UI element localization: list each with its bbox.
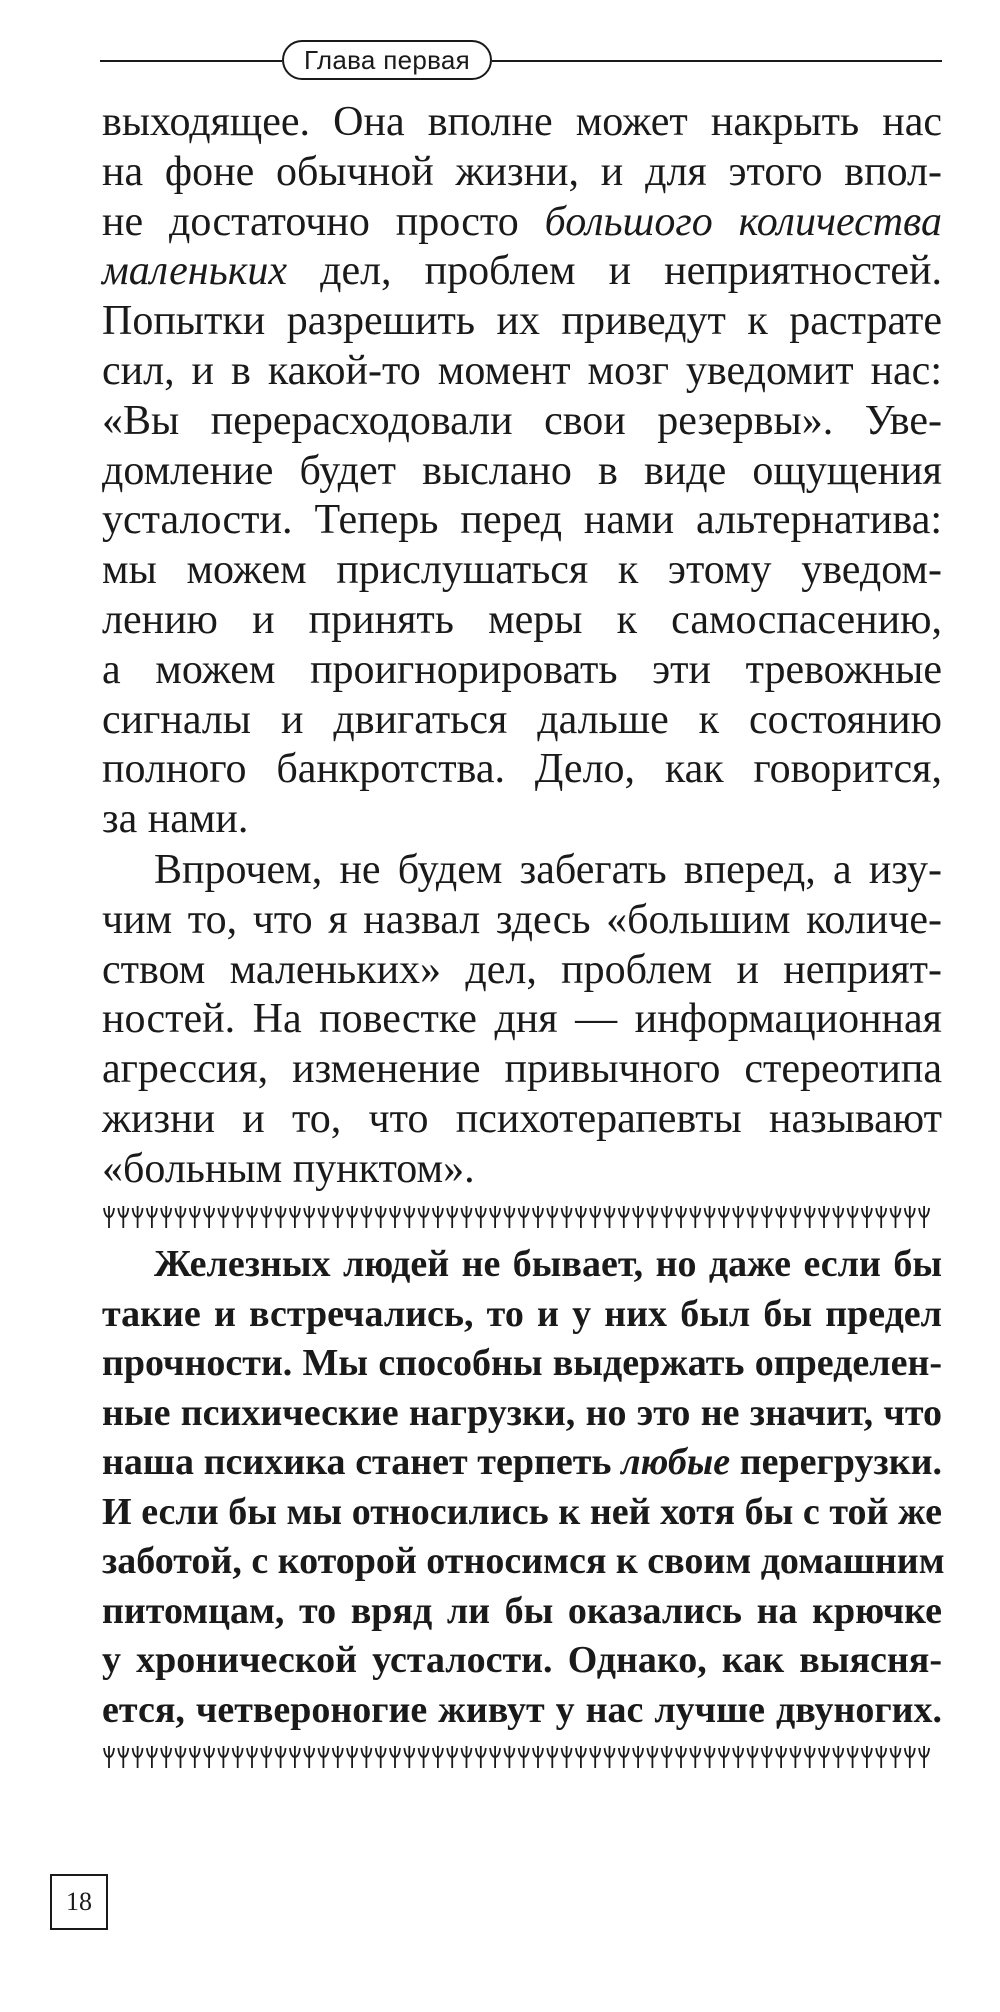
ornament-glyph xyxy=(705,1206,715,1228)
ornament-glyph xyxy=(776,1746,786,1768)
ornament-glyph xyxy=(805,1206,815,1228)
text-line: выходящее. Она вполне может накрыть нас xyxy=(102,99,942,145)
ornament-glyph xyxy=(147,1206,157,1228)
chapter-title: Глава первая xyxy=(282,40,492,80)
ornament-glyph xyxy=(233,1746,243,1768)
ornament-glyph xyxy=(891,1746,901,1768)
ornament-glyph xyxy=(919,1206,929,1228)
text-line: на фоне обычной жизни, и для этого впол- xyxy=(102,148,942,195)
ornament-glyph xyxy=(290,1206,300,1228)
header-rule-left xyxy=(100,60,282,62)
ornament-glyph xyxy=(390,1746,400,1768)
ornament-glyph xyxy=(361,1206,371,1228)
ornament-glyph xyxy=(476,1206,486,1228)
ornament-glyph xyxy=(733,1206,743,1228)
ornament-glyph xyxy=(719,1206,729,1228)
ornament-glyph xyxy=(204,1206,214,1228)
ornament-glyph xyxy=(619,1206,629,1228)
ornament-glyph xyxy=(605,1746,615,1768)
ornament-glyph xyxy=(176,1746,186,1768)
ornament-glyph xyxy=(376,1746,386,1768)
ornament-divider-top xyxy=(100,1204,942,1230)
ornament-glyph xyxy=(504,1206,514,1228)
ornament-glyph xyxy=(919,1746,929,1768)
ornament-glyph xyxy=(462,1206,472,1228)
ornament-glyph xyxy=(547,1206,557,1228)
ornament-glyph xyxy=(891,1206,901,1228)
ornament-glyph xyxy=(176,1206,186,1228)
ornament-glyph xyxy=(590,1206,600,1228)
ornament-glyph xyxy=(562,1206,572,1228)
ornament-glyph xyxy=(676,1206,686,1228)
ornament-glyph xyxy=(876,1206,886,1228)
ornament-glyph xyxy=(476,1746,486,1768)
ornament-glyph xyxy=(390,1206,400,1228)
ornament-glyph xyxy=(690,1206,700,1228)
ornament-glyph xyxy=(490,1746,500,1768)
ornament-glyph xyxy=(447,1206,457,1228)
header-rule-right xyxy=(492,60,942,62)
ornament-glyph xyxy=(790,1746,800,1768)
text-line: жизни и то, что психотерапевты называют xyxy=(102,1095,942,1142)
ornament-glyph xyxy=(848,1206,858,1228)
ornament-glyph xyxy=(218,1746,228,1768)
text-line: домление будет выслано в виде ощущения xyxy=(102,447,942,494)
ornament-glyph xyxy=(276,1746,286,1768)
ornament-glyph xyxy=(419,1746,429,1768)
ornament-glyph xyxy=(647,1206,657,1228)
ornament-glyph xyxy=(576,1746,586,1768)
ornament-glyph xyxy=(290,1746,300,1768)
ornament-glyph xyxy=(161,1206,171,1228)
paragraph-1 xyxy=(102,98,942,845)
text-line: Железных людей не бывает, но даже если бы xyxy=(154,1243,942,1285)
ornament-glyph xyxy=(748,1206,758,1228)
text-line: полного банкротства. Дело, как говорится, xyxy=(102,746,942,793)
text-line: лению и принять меры к самоспасению, xyxy=(102,596,942,643)
ornament-glyph xyxy=(118,1746,128,1768)
ornament-glyph xyxy=(619,1746,629,1768)
text-line: ностей. На повестке дня — информационная xyxy=(102,996,942,1043)
ornament-glyph xyxy=(190,1746,200,1768)
ornament-glyph xyxy=(705,1746,715,1768)
text-line: ством маленьких» дел, проблем и неприят- xyxy=(102,946,942,993)
text-line: сигналы и двигаться дальше к состоянию xyxy=(102,696,942,743)
ornament-glyph xyxy=(862,1746,872,1768)
ornament-glyph xyxy=(676,1746,686,1768)
text-line: заботой, с которой относимся к своим домашним xyxy=(102,1540,945,1582)
ornament-glyph xyxy=(848,1746,858,1768)
ornament-glyph xyxy=(233,1206,243,1228)
ornament-glyph xyxy=(347,1746,357,1768)
ornament-glyph xyxy=(147,1746,157,1768)
ornament-glyph xyxy=(190,1206,200,1228)
ornament-glyph xyxy=(690,1746,700,1768)
ornament-glyph xyxy=(247,1746,257,1768)
ornament-glyph xyxy=(876,1746,886,1768)
text-line: Попытки разрешить их приведут к растрате xyxy=(102,298,942,345)
ornament-glyph xyxy=(133,1746,143,1768)
text-line: Впрочем, не будем забегать вперед, а изу- xyxy=(154,847,942,893)
ornament-glyph xyxy=(133,1206,143,1228)
text-line: агрессия, изменение привычного стереотипа xyxy=(102,1046,942,1093)
ornament-glyph xyxy=(104,1746,114,1768)
ornament-glyph xyxy=(361,1746,371,1768)
ornament-glyph xyxy=(662,1206,672,1228)
ornament-glyph xyxy=(319,1746,329,1768)
ornament-glyph xyxy=(819,1746,829,1768)
ornament-glyph xyxy=(304,1746,314,1768)
ornament-glyph xyxy=(204,1746,214,1768)
ornament-glyph xyxy=(533,1746,543,1768)
ornament-glyph xyxy=(347,1206,357,1228)
ornament-glyph xyxy=(247,1206,257,1228)
text-line: маленьких дел, проблем и неприятностей. xyxy=(102,248,942,295)
ornament-glyph xyxy=(276,1206,286,1228)
ornament-glyph xyxy=(490,1206,500,1228)
ornament-glyph xyxy=(304,1206,314,1228)
ornament-glyph xyxy=(104,1206,114,1228)
ornament-glyph xyxy=(433,1206,443,1228)
ornament-glyph xyxy=(819,1206,829,1228)
ornament-glyph xyxy=(504,1746,514,1768)
text-line: питомцам, то вряд ли бы оказались на крючке xyxy=(102,1589,942,1632)
page-number: 18 xyxy=(50,1874,108,1930)
ornament-glyph xyxy=(590,1746,600,1768)
text-line: не достаточно просто большого количества xyxy=(102,198,942,245)
text-line: такие и встречались, то и у них был бы предел xyxy=(102,1292,942,1335)
text-line: а можем проигнорировать эти тревожные xyxy=(102,646,942,693)
text-line: «больным пунктом». xyxy=(102,1145,475,1192)
ornament-glyph xyxy=(762,1206,772,1228)
ornament-glyph xyxy=(833,1206,843,1228)
text-line: усталости. Теперь перед нами альтернатива: xyxy=(102,497,942,544)
ornament-glyph xyxy=(433,1746,443,1768)
text-line: за нами. xyxy=(102,796,249,843)
ornament-glyph xyxy=(748,1746,758,1768)
ornament-glyph xyxy=(261,1206,271,1228)
ornament-glyph xyxy=(647,1746,657,1768)
text-line: И если бы мы относились к ней хотя бы с той же xyxy=(102,1490,942,1533)
ornament-glyph xyxy=(519,1206,529,1228)
ornament-glyph xyxy=(605,1206,615,1228)
ornament-glyph xyxy=(333,1746,343,1768)
callout-box xyxy=(102,1240,945,1735)
ornament-glyph xyxy=(662,1746,672,1768)
text-line: сил, и в какой-то момент мозг уведомит нас: xyxy=(102,347,942,394)
ornament-glyph xyxy=(519,1746,529,1768)
ornament-glyph xyxy=(462,1746,472,1768)
ornament-divider-bottom xyxy=(100,1744,942,1770)
ornament-glyph xyxy=(633,1746,643,1768)
ornament-glyph xyxy=(776,1206,786,1228)
ornament-glyph xyxy=(376,1206,386,1228)
text-line: ные психические нагрузки, но это не значит, что xyxy=(102,1391,942,1434)
ornament-glyph xyxy=(547,1746,557,1768)
ornament-glyph xyxy=(333,1206,343,1228)
ornament-glyph xyxy=(562,1746,572,1768)
ornament-glyph xyxy=(905,1206,915,1228)
running-header xyxy=(100,40,942,80)
text-line: прочности. Мы способны выдержать определен- xyxy=(102,1342,942,1384)
paragraph-2 xyxy=(102,846,942,1195)
ornament-glyph xyxy=(533,1206,543,1228)
ornament-glyph xyxy=(633,1206,643,1228)
text-line: мы можем прислушаться к этому уведом- xyxy=(102,547,942,594)
ornament-glyph xyxy=(319,1206,329,1228)
text-line: у хронической усталости. Однако, как выясня- xyxy=(102,1639,942,1681)
ornament-glyph xyxy=(719,1746,729,1768)
ornament-glyph xyxy=(419,1206,429,1228)
text-line: наша психика станет терпеть любые перегрузки. xyxy=(102,1441,942,1483)
ornament-glyph xyxy=(404,1746,414,1768)
ornament-glyph xyxy=(905,1746,915,1768)
ornament-glyph xyxy=(762,1746,772,1768)
ornament-glyph xyxy=(862,1206,872,1228)
ornament-glyph xyxy=(261,1746,271,1768)
text-line: чим то, что я назвал здесь «большим количе- xyxy=(102,896,942,943)
ornament-glyph xyxy=(576,1206,586,1228)
ornament-glyph xyxy=(218,1206,228,1228)
ornament-glyph xyxy=(790,1206,800,1228)
ornament-glyph xyxy=(733,1746,743,1768)
ornament-glyph xyxy=(833,1746,843,1768)
ornament-glyph xyxy=(161,1746,171,1768)
ornament-glyph xyxy=(118,1206,128,1228)
ornament-glyph xyxy=(447,1746,457,1768)
ornament-glyph xyxy=(404,1206,414,1228)
ornament-glyph xyxy=(805,1746,815,1768)
text-line: «Вы перерасходовали свои резервы». Уве- xyxy=(102,397,942,444)
text-line: ется, четвероногие живут у нас лучше двуногих. xyxy=(102,1688,942,1731)
